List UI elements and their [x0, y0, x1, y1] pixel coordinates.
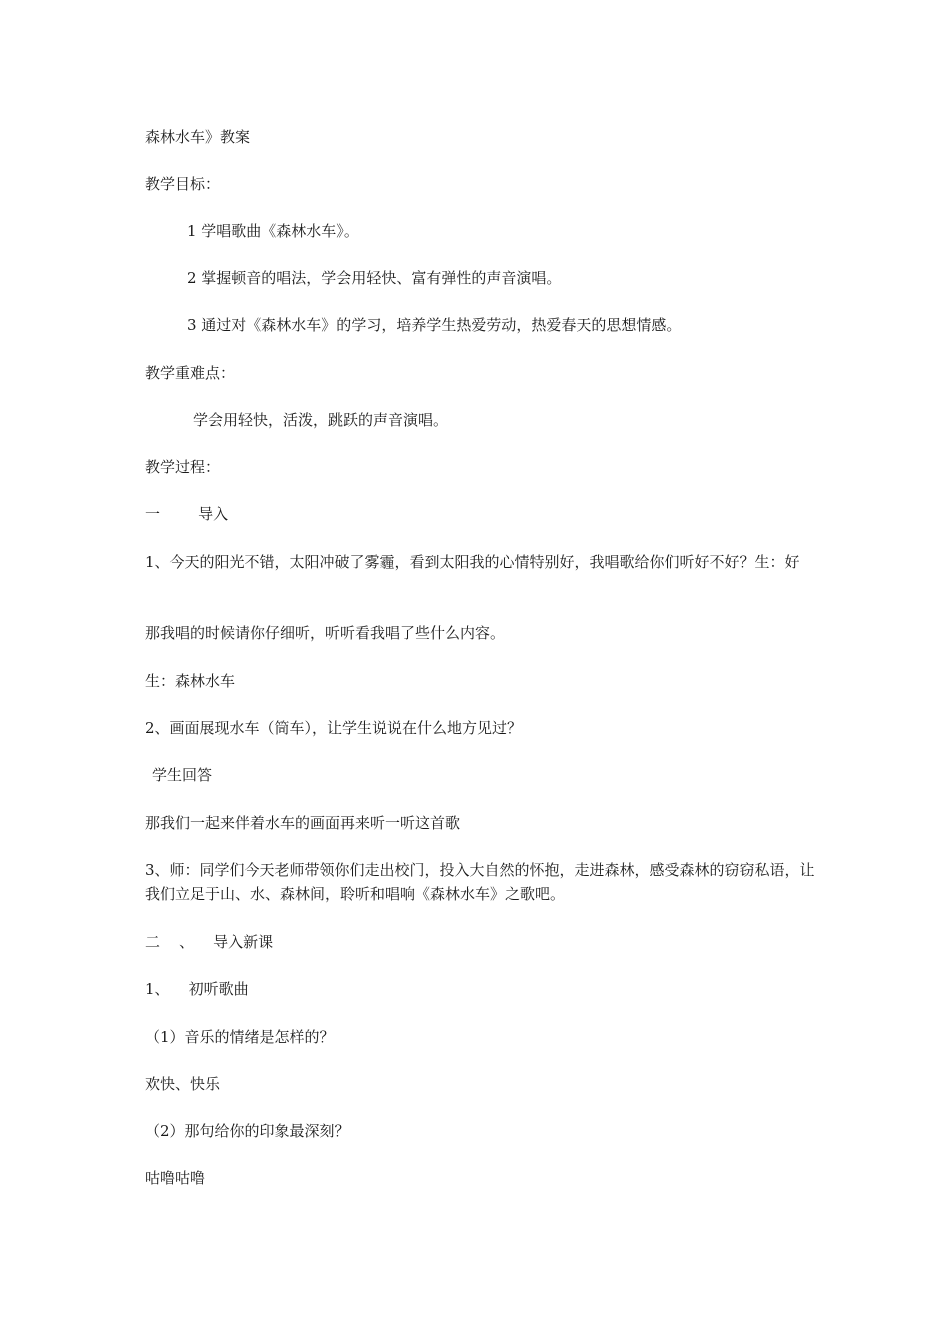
paragraph-5: 学生回答 — [152, 766, 213, 784]
keypoints-text: 学会用轻快，活泼，跳跃的声音演唱。 — [193, 411, 449, 429]
process-heading: 教学过程： — [145, 458, 221, 476]
question-2: （2）那句给你的印象最深刻？ — [145, 1122, 350, 1140]
objective-item-3: 3 通过对《森林水车》的学习，培养学生热爱劳动，热爱春天的思想情感。 — [187, 316, 682, 334]
subsection-1-heading: 1、 初听歌曲 — [145, 980, 249, 998]
paragraph-2: 那我唱的时候请你仔细听，听听看我唱了些什么内容。 — [145, 624, 506, 642]
paragraph-1: 1、今天的阳光不错，太阳冲破了雾霾，看到太阳我的心情特别好，我唱歌给你们听好不好？生：好 — [145, 553, 800, 571]
objective-item-2: 2 掌握顿音的唱法，学会用轻快、富有弹性的声音演唱。 — [187, 269, 562, 287]
paragraph-6: 那我们一起来伴着水车的画面再来听一听这首歌 — [145, 814, 461, 832]
paragraph-7: 3、师：同学们今天老师带领你们走出校门，投入大自然的怀抱，走进森林，感受森林的窃窃私语，让我们立足于山、水、森林间，聆听和唱响《森林水车》之歌吧。 — [145, 861, 815, 903]
objectives-heading: 教学目标： — [145, 175, 221, 193]
question-1: （1）音乐的情绪是怎样的？ — [145, 1028, 335, 1046]
answer-2: 咕噜咕噜 — [145, 1169, 206, 1187]
paragraph-4: 2、画面展现水车（筒车），让学生说说在什么地方见过？ — [145, 719, 523, 737]
section-2-heading: 二 、 导入新课 — [145, 933, 274, 951]
objective-item-1: 1 学唱歌曲《森林水车》。 — [187, 222, 359, 240]
paragraph-3: 生：森林水车 — [145, 672, 236, 690]
answer-1: 欢快、快乐 — [145, 1075, 221, 1093]
section-1-heading: 一 导入 — [145, 505, 229, 523]
keypoints-heading: 教学重难点： — [145, 364, 236, 382]
document-title: 森林水车》教案 — [145, 128, 251, 146]
